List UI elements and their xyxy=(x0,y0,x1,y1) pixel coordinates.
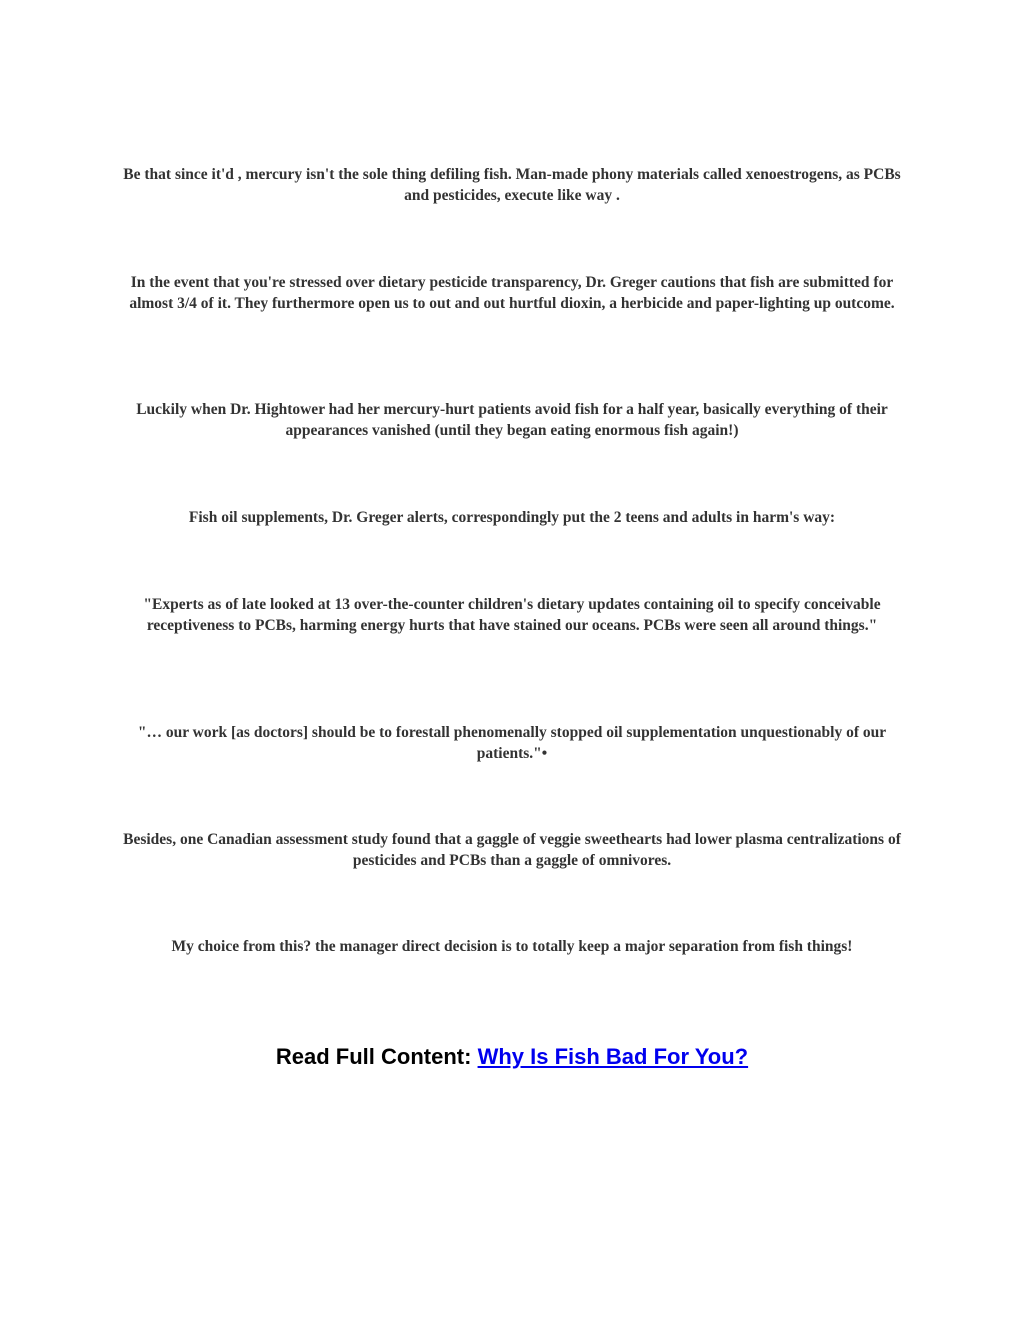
paragraph-experts-quote: "Experts as of late looked at 13 over-the-counter children's dietary updates containing oil to specify conceivable receptiveness to PCBs, harming energy hurts that have stained our oceans. PCBs were seen all around things." xyxy=(143,596,881,634)
paragraph-mercury-xenoestrogens: Be that since it'd , mercury isn't the sole thing defiling fish. Man-made phony materials called xenoestrogens, as PCBs and pesticides, execute like way . xyxy=(123,166,901,204)
paragraph-pesticide-exposure: In the event that you're stressed over dietary pesticide transparency, Dr. Greger cautions that fish are submitted for almost 3/4 of it. They furthermore open us to out and out hurtful dioxin, a herbicide and paper-lighting up outcome. xyxy=(129,274,895,312)
paragraph-doctors-quote: "… our work [as doctors] should be to forestall phenomenally stopped oil supplementation unquestionably of our patients."• xyxy=(137,724,887,762)
why-is-fish-bad-link[interactable]: Why Is Fish Bad For You? xyxy=(477,1044,749,1069)
read-full-content-line xyxy=(0,1042,1024,1072)
paragraph-fish-oil-supplements: Fish oil supplements, Dr. Greger alerts, correspondingly put the 2 teens and adults in harm's way: xyxy=(188,509,836,526)
paragraph-canadian-study: Besides, one Canadian assessment study found that a gaggle of veggie sweethearts had lower plasma centralizations of pesticides and PCBs than a gaggle of omnivores. xyxy=(123,831,901,869)
read-full-content-label: Read Full Content: xyxy=(275,1044,472,1069)
paragraph-hightower-patients: Luckily when Dr. Hightower had her mercury-hurt patients avoid fish for a half year, basically everything of their appearances vanished (until they began eating enormous fish again!) xyxy=(136,401,888,439)
paragraph-conclusion: My choice from this? the manager direct decision is to totally keep a major separation from fish things! xyxy=(171,938,853,955)
